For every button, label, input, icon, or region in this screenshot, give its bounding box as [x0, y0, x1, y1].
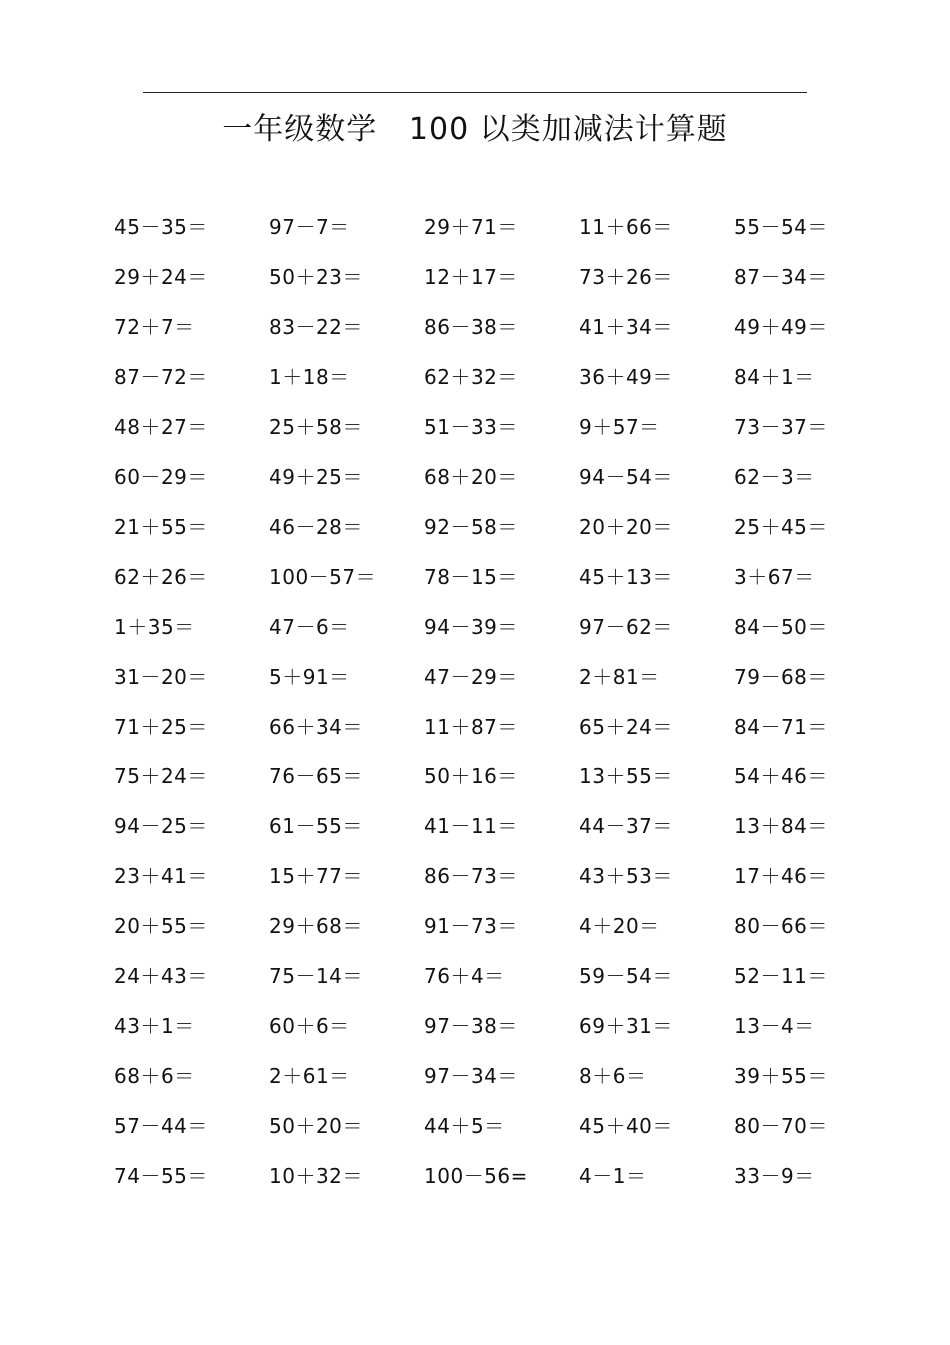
problem-item: 87－34＝ [734, 265, 828, 289]
problem-item: 55－54＝ [734, 215, 828, 239]
problem-item: 94－39＝ [424, 615, 518, 639]
problem-item: 41－11＝ [424, 814, 518, 838]
problem-item: 84＋1＝ [734, 365, 815, 389]
problem-item: 75－14＝ [269, 964, 363, 988]
problem-item: 45＋40＝ [579, 1114, 673, 1138]
problem-item: 2＋81＝ [579, 665, 660, 689]
problem-item: 57－44＝ [114, 1114, 208, 1138]
problem-item: 86－38＝ [424, 315, 518, 339]
problem-item: 44－37＝ [579, 814, 673, 838]
problem-item: 62－3＝ [734, 465, 815, 489]
problem-item: 13－4＝ [734, 1014, 815, 1038]
problem-item: 13＋84＝ [734, 814, 828, 838]
problem-item: 24＋43＝ [114, 964, 208, 988]
problem-item: 73－37＝ [734, 415, 828, 439]
problem-item: 78－15＝ [424, 565, 518, 589]
problem-item: 8＋6＝ [579, 1064, 647, 1088]
problem-item: 9＋57＝ [579, 415, 660, 439]
problem-item: 87－72＝ [114, 365, 208, 389]
problem-item: 1＋35＝ [114, 615, 195, 639]
problem-item: 11＋66＝ [579, 215, 673, 239]
problem-item: 61－55＝ [269, 814, 363, 838]
problem-item: 49＋25＝ [269, 465, 363, 489]
problem-item: 29＋68＝ [269, 914, 363, 938]
problem-item: 17＋46＝ [734, 864, 828, 888]
problem-item: 3＋67＝ [734, 565, 815, 589]
problem-item: 54＋46＝ [734, 764, 828, 788]
problem-item: 5＋91＝ [269, 665, 350, 689]
problem-item: 60＋6＝ [269, 1014, 350, 1038]
problem-item: 23＋41＝ [114, 864, 208, 888]
problem-item: 76－65＝ [269, 764, 363, 788]
problem-item: 60－29＝ [114, 465, 208, 489]
problem-item: 12＋17＝ [424, 265, 518, 289]
problem-item: 43＋1＝ [114, 1014, 195, 1038]
problem-item: 68＋20＝ [424, 465, 518, 489]
problem-item: 20＋20＝ [579, 515, 673, 539]
problem-item: 45－35＝ [114, 215, 208, 239]
problem-item: 13＋55＝ [579, 764, 673, 788]
problem-item: 46－28＝ [269, 515, 363, 539]
problem-item: 72＋7＝ [114, 315, 195, 339]
page-title: 一年级数学 100 以类加减法计算题 [222, 112, 728, 147]
problem-item: 97－62＝ [579, 615, 673, 639]
problem-item: 94－54＝ [579, 465, 673, 489]
problem-item: 83－22＝ [269, 315, 363, 339]
problem-item: 80－66＝ [734, 914, 828, 938]
problem-item: 97－34＝ [424, 1064, 518, 1088]
problem-item: 100－56= [424, 1164, 528, 1188]
problem-item: 50＋20＝ [269, 1114, 363, 1138]
problem-item: 4＋20＝ [579, 914, 660, 938]
problem-item: 71＋25＝ [114, 715, 208, 739]
problem-item: 45＋13＝ [579, 565, 673, 589]
problem-item: 84－71＝ [734, 715, 828, 739]
problem-item: 79－68＝ [734, 665, 828, 689]
problem-item: 29＋71＝ [424, 215, 518, 239]
problem-item: 97－38＝ [424, 1014, 518, 1038]
problem-item: 84－50＝ [734, 615, 828, 639]
problem-item: 48＋27＝ [114, 415, 208, 439]
problem-item: 31－20＝ [114, 665, 208, 689]
problem-item: 44＋5＝ [424, 1114, 505, 1138]
problem-item: 2＋61＝ [269, 1064, 350, 1088]
problem-item: 80－70＝ [734, 1114, 828, 1138]
problem-item: 20＋55＝ [114, 914, 208, 938]
problem-item: 74－55＝ [114, 1164, 208, 1188]
problem-item: 52－11＝ [734, 964, 828, 988]
problem-item: 1＋18＝ [269, 365, 350, 389]
problem-item: 62＋32＝ [424, 365, 518, 389]
problem-item: 15＋77＝ [269, 864, 363, 888]
problem-item: 86－73＝ [424, 864, 518, 888]
problem-item: 36＋49＝ [579, 365, 673, 389]
problem-item: 62＋26＝ [114, 565, 208, 589]
problem-item: 47－6＝ [269, 615, 350, 639]
problem-item: 50＋23＝ [269, 265, 363, 289]
problem-item: 59－54＝ [579, 964, 673, 988]
problem-item: 100－57＝ [269, 565, 377, 589]
problem-item: 25＋58＝ [269, 415, 363, 439]
problem-item: 11＋87＝ [424, 715, 518, 739]
problem-item: 66＋34＝ [269, 715, 363, 739]
problem-item: 92－58＝ [424, 515, 518, 539]
problem-item: 39＋55＝ [734, 1064, 828, 1088]
problem-item: 49＋49＝ [734, 315, 828, 339]
problem-item: 75＋24＝ [114, 764, 208, 788]
problem-item: 94－25＝ [114, 814, 208, 838]
problem-item: 65＋24＝ [579, 715, 673, 739]
problem-item: 73＋26＝ [579, 265, 673, 289]
problem-item: 41＋34＝ [579, 315, 673, 339]
problem-item: 33－9＝ [734, 1164, 815, 1188]
problem-item: 97－7＝ [269, 215, 350, 239]
problem-item: 29＋24＝ [114, 265, 208, 289]
problem-item: 47－29＝ [424, 665, 518, 689]
problem-item: 50＋16＝ [424, 764, 518, 788]
problem-item: 51－33＝ [424, 415, 518, 439]
problem-item: 10＋32＝ [269, 1164, 363, 1188]
problem-item: 43＋53＝ [579, 864, 673, 888]
problem-item: 4－1＝ [579, 1164, 647, 1188]
problem-item: 69＋31＝ [579, 1014, 673, 1038]
problem-item: 76＋4＝ [424, 964, 505, 988]
problem-item: 25＋45＝ [734, 515, 828, 539]
problem-item: 68＋6＝ [114, 1064, 195, 1088]
problem-item: 21＋55＝ [114, 515, 208, 539]
problem-item: 91－73＝ [424, 914, 518, 938]
